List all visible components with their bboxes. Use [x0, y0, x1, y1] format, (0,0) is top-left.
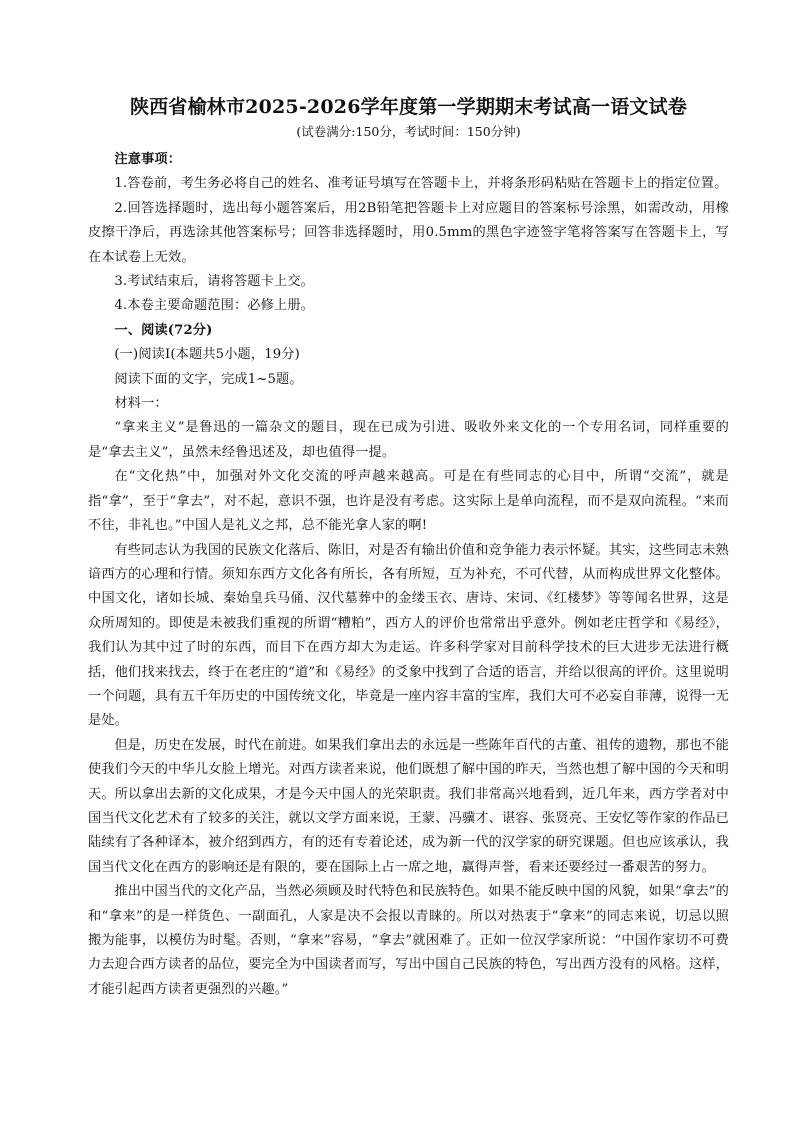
notice-item: 1.答卷前，考生务必将自己的姓名、准考证号填写在答题卡上，并将条形码粘贴在答题卡上的指定位置。 — [114, 176, 728, 192]
passage-paragraph: 有些同志认为我国的民族文化落后、陈旧，对是否有输出价值和竞争能力表示怀疑。其实，这些同志未熟谙西方的心理和行情。须知东西方文化各有所长，各有所短，互为补充，不可代替，从而构成世界文化整体。中国文化，诸如长城、秦始皇兵马俑、汉代墓葬中的金缕玉衣、唐诗、宋词、《红楼梦》等等闻名世界，这是众所周知的。即使是未被我们重视的所谓“糟粕”，西方人的评价也常常出乎意外。例如老庄哲学和《易经》，我们认为其中过了时的东西，而目下在西方却大为走运。许多科学家对目前科学技术的巨大进步无法进行概括，他们找来找去，终于在老庄的“道”和《易经》的爻象中找到了合适的语言，并给以很高的评价。这里说明一个问题，具有五千年历史的中国传统文化，毕竟是一座内容丰富的宝库，我们大可不必妄自菲薄，说得一无是处。 — [88, 542, 729, 729]
passage-paragraph: “拿来主义”是鲁迅的一篇杂文的题目，现在已成为引进、吸收外来文化的一个专用名词，同样重要的是“拿去主义”，虽然未经鲁迅述及，却也值得一提。 — [88, 420, 729, 460]
material-label: 材料一： — [114, 396, 168, 412]
section-heading: 一、阅读(72分) — [114, 322, 213, 338]
passage-paragraph: 推出中国当代的文化产品，当然必须顾及时代特色和民族特色。如果不能反映中国的风貌，如果“拿去”的和“拿来”的是一样货色、一副面孔，人家是决不会报以青睐的。所以对热衷于“拿来”的同志来说，切忌以照搬为能事，以模仿为时髦。否则，“拿来”容易，“拿去”就困难了。正如一位汉学家所说：“中国作家切不可费力去迎合西方读者的品位，要完全为中国读者而写，写出中国自己民族的特色，写出西方没有的风格。这样，才能引起西方读者更强烈的兴趣。” — [88, 884, 729, 997]
instruction: 阅读下面的文字，完成1~5题。 — [114, 371, 303, 387]
exam-subtitle: (试卷满分:150分，考试时间：150分钟) — [296, 124, 521, 139]
notice-item: 4.本卷主要命题范围：必修上册。 — [114, 298, 314, 314]
passage-paragraph: 但是，历史在发展，时代在前进。如果我们拿出去的永远是一些陈年百代的古董、祖传的遗物，那也不能使我们今天的中华儿女脸上增光。对西方读者来说，他们既想了解中国的昨天，当然也想了解中国的今天和明天。所以拿出去新的文化成果，才是今天中国人的光荣职责。我们非常高兴地看到，近几年来，西方学者对中国当代文化艺术有了较多的关注，就以文学方面来说，王蒙、冯骥才、谌容、张贤亮、王安忆等作家的作品已陆续有了各种译本，被介绍到西方，有的还有专着论述，成为新一代的汉学家的研究课题。但也应该承认，我国当代文化在西方的影响还是有限的，要在国际上占一席之地，赢得声誉，看来还要经过一番艰苦的努力。 — [88, 737, 729, 875]
exam-title: 陕西省榆林市2025-2026学年度第一学期期末考试高一语文试卷 — [129, 96, 688, 118]
passage-paragraph: 在“文化热”中，加强对外文化交流的呼声越来越高。可是在有些同志的心目中，所谓“交流”，就是指“拿”，至于“拿去”，对不起，意识不强，也许是没有考虑。这实际上是单向流程，而不是双向流程。“来而不往，非礼也。”中国人是礼义之邦，总不能光拿人家的啊! — [88, 469, 729, 534]
notice-heading: 注意事项： — [114, 152, 182, 167]
subsection-heading: (一)阅读Ⅰ(本题共5小题，19分) — [114, 347, 300, 363]
notice-item: 3.考试结束后，请将答题卡上交。 — [114, 274, 314, 290]
notice-item: 2.回答选择题时，选出每小题答案后，用2B铅笔把答题卡上对应题目的答案标号涂黑，如需改动，用橡皮擦干净后，再选涂其他答案标号；回答非选择题时，用0.5mm的黑色字迹签字笔将答案写在答题卡上，写在本试卷上无效。 — [88, 200, 729, 265]
